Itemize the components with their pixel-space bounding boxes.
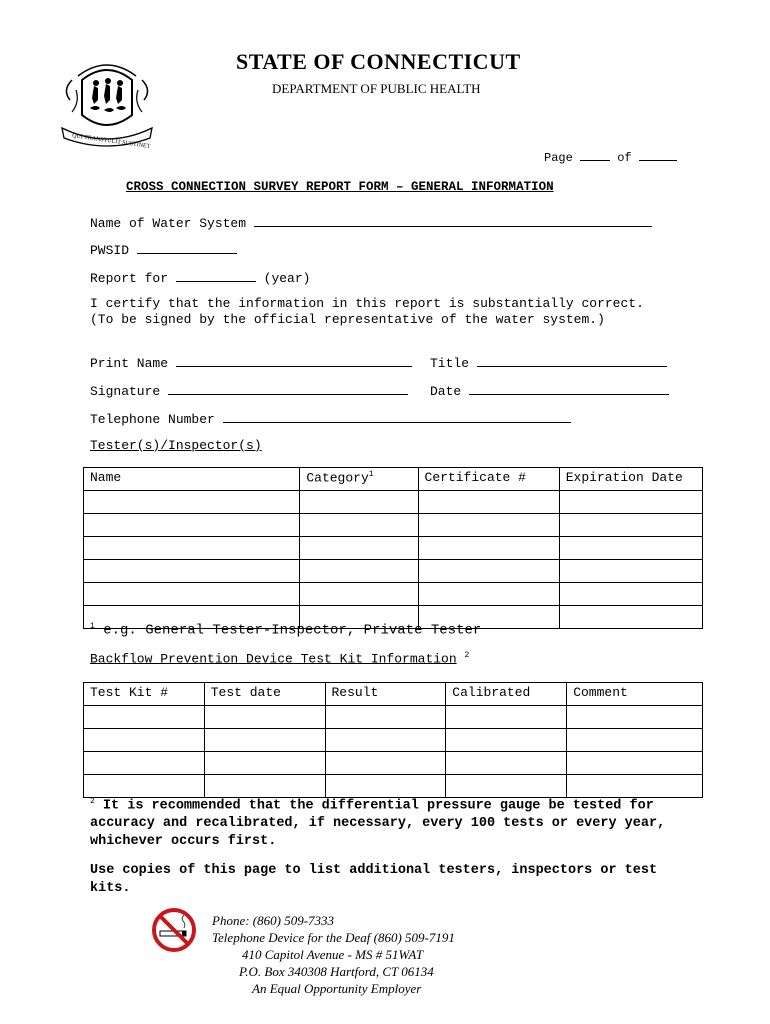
footer-tdd: Telephone Device for the Deaf (860) 509-7191	[212, 930, 455, 945]
date-label: Date	[430, 384, 462, 399]
form-title: CROSS CONNECTION SURVEY REPORT FORM – GENERAL INFORMATION	[126, 180, 554, 194]
no-smoking-icon	[151, 907, 197, 953]
table-cell[interactable]	[559, 606, 702, 629]
report-year-field[interactable]	[176, 269, 256, 282]
table-cell[interactable]	[559, 514, 702, 537]
test-kit-heading	[90, 651, 469, 666]
title-field[interactable]	[477, 354, 667, 367]
report-for-label: Report for	[90, 271, 169, 286]
category-footnote-mark: 1	[368, 470, 374, 479]
state-seal-logo	[52, 50, 162, 148]
table-cell[interactable]	[204, 729, 325, 752]
page-number-field[interactable]	[580, 148, 610, 161]
signature-field[interactable]	[168, 382, 408, 395]
testers-row	[84, 583, 703, 606]
department-name: DEPARTMENT OF PUBLIC HEALTH	[272, 81, 481, 96]
footnote-1-text: e.g. General Tester-Inspector, Private Tester	[103, 622, 482, 639]
pwsid-label: PWSID	[90, 243, 130, 258]
certification-statement: I certify that the information in this report is substantially correct. (To be signed by the official representative of the water system.)	[90, 296, 644, 327]
table-cell[interactable]	[300, 560, 418, 583]
pwsid-field[interactable]	[137, 241, 237, 254]
telephone-row	[90, 410, 571, 427]
table-cell[interactable]	[84, 752, 205, 775]
footer-phone: Phone: (860) 509-7333	[212, 913, 335, 928]
testers-row	[84, 560, 703, 583]
table-cell[interactable]	[446, 752, 567, 775]
table-cell[interactable]	[567, 729, 703, 752]
telephone-field[interactable]	[223, 410, 571, 423]
table-cell[interactable]	[418, 537, 559, 560]
table-cell[interactable]	[325, 706, 446, 729]
testers-row	[84, 491, 703, 514]
test-kit-table	[83, 682, 703, 798]
testers-table	[83, 467, 703, 629]
col-header-test-date: Test date	[204, 683, 325, 706]
footnote-2-text: It is recommended that the differential pressure gauge be tested for accuracy and recalibrated, if necessary, every 100 tests or every year, whichever occurs first.	[90, 798, 666, 849]
test-kit-row	[84, 729, 703, 752]
footer-address-2: P.O. Box 340308 Hartford, CT 06134	[239, 964, 434, 979]
date-field[interactable]	[469, 382, 669, 395]
table-cell[interactable]	[204, 752, 325, 775]
svg-text:QUI TRANSTULIT SUSTINET: QUI TRANSTULIT SUSTINET	[71, 133, 151, 148]
footnote-1	[90, 622, 481, 639]
page-label: Page	[544, 151, 573, 165]
copy-instructions: Use copies of this page to list additional testers, inspectors or test kits.	[90, 863, 658, 896]
footnote-1-mark: 1	[90, 622, 95, 631]
report-for-row	[90, 269, 310, 286]
testers-header-row	[84, 468, 703, 491]
col-header-expiration: Expiration Date	[559, 468, 702, 491]
table-cell[interactable]	[446, 706, 567, 729]
table-cell[interactable]	[418, 583, 559, 606]
table-cell[interactable]	[300, 583, 418, 606]
col-header-calibrated: Calibrated	[446, 683, 567, 706]
test-kit-heading-text: Backflow Prevention Device Test Kit Information	[90, 651, 457, 667]
report-for-suffix: (year)	[263, 271, 311, 286]
category-text: Category	[306, 470, 369, 486]
col-header-result: Result	[325, 683, 446, 706]
table-cell[interactable]	[300, 514, 418, 537]
page-total-field[interactable]	[639, 148, 677, 161]
table-cell[interactable]	[559, 537, 702, 560]
signature-row	[90, 382, 408, 399]
table-cell[interactable]	[418, 491, 559, 514]
table-cell[interactable]	[84, 514, 300, 537]
footer-contact	[212, 912, 455, 997]
table-cell[interactable]	[559, 583, 702, 606]
date-row	[430, 382, 669, 399]
signature-label: Signature	[90, 384, 161, 399]
table-cell[interactable]	[325, 752, 446, 775]
print-name-field[interactable]	[176, 354, 412, 367]
page-number	[544, 148, 677, 165]
print-name-row	[90, 354, 412, 371]
footnote-2-mark: 2	[90, 797, 95, 806]
table-cell[interactable]	[84, 583, 300, 606]
table-cell[interactable]	[204, 706, 325, 729]
water-system-field[interactable]	[254, 214, 652, 227]
table-cell[interactable]	[559, 491, 702, 514]
footnote-2	[90, 793, 670, 850]
water-system-row	[90, 214, 652, 231]
table-cell[interactable]	[300, 491, 418, 514]
table-cell[interactable]	[325, 729, 446, 752]
testers-row	[84, 514, 703, 537]
table-cell[interactable]	[446, 729, 567, 752]
col-header-test-kit: Test Kit #	[84, 683, 205, 706]
state-title: STATE OF CONNECTICUT	[236, 49, 521, 74]
table-cell[interactable]	[418, 560, 559, 583]
title-label: Title	[430, 356, 470, 371]
page-of-label: of	[617, 151, 632, 165]
test-kit-heading-mark: 2	[464, 651, 470, 660]
test-kit-row	[84, 706, 703, 729]
footer-address-1: 410 Capitol Avenue - MS # 51WAT	[242, 947, 424, 962]
testers-row	[84, 537, 703, 560]
testers-heading: Tester(s)/Inspector(s)	[90, 438, 262, 453]
table-cell[interactable]	[84, 537, 300, 560]
water-system-label: Name of Water System	[90, 216, 247, 231]
table-cell[interactable]	[300, 537, 418, 560]
col-header-category	[300, 468, 418, 491]
table-cell[interactable]	[84, 560, 300, 583]
test-kit-header-row	[84, 683, 703, 706]
table-cell[interactable]	[84, 706, 205, 729]
col-header-comment: Comment	[567, 683, 703, 706]
table-cell[interactable]	[84, 491, 300, 514]
col-header-name: Name	[84, 468, 300, 491]
table-cell[interactable]	[559, 560, 702, 583]
table-cell[interactable]	[418, 514, 559, 537]
test-kit-row	[84, 752, 703, 775]
title-row	[430, 354, 667, 371]
telephone-label: Telephone Number	[90, 412, 215, 427]
table-cell[interactable]	[567, 752, 703, 775]
pwsid-row	[90, 241, 237, 258]
footer-eoe: An Equal Opportunity Employer	[252, 981, 422, 996]
table-cell[interactable]	[84, 729, 205, 752]
print-name-label: Print Name	[90, 356, 169, 371]
table-cell[interactable]	[567, 706, 703, 729]
col-header-certificate: Certificate #	[418, 468, 559, 491]
